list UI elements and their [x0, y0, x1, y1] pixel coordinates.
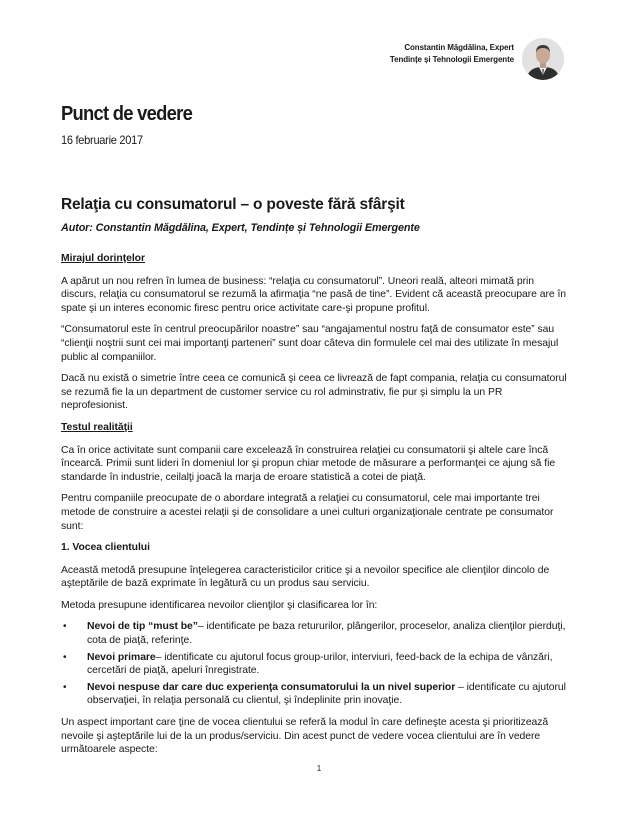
- paragraph: Pentru companiile preocupate de o abordare integrată a relaţiei cu consumatorul, cele mai importante trei metode de construire a acestei relaţii şi de consolidare a unei culturi organizaţionale centrate pe consumator sunt:: [61, 493, 554, 532]
- article-byline: Autor: Constantin Măgdălina, Expert, Tendințe și Tehnologii Emergente: [61, 222, 420, 234]
- author-role: Tendințe și Tehnologii Emergente: [389, 55, 514, 64]
- author-name: Constantin Măgdălina, Expert: [404, 43, 514, 52]
- list-item: [61, 681, 569, 708]
- list-item-term: Nevoi de tip “must be”: [87, 621, 198, 633]
- section-title: Punct de vedere: [61, 103, 193, 125]
- bullet-icon: •: [63, 621, 67, 633]
- page-number: 1: [316, 764, 322, 773]
- bullet-icon: •: [63, 651, 67, 663]
- author-header: [390, 42, 514, 66]
- paragraph: Ca în orice activitate sunt companii care excelează în construirea relaţiei cu consumatorii şi altele care încă încearcă. Primii sunt lideri în domeniul lor şi propun chiar metode de măsurare a performanţei ce ajung să fie standarde în industrie, ceilalţi joacă la marja de eroare statistică a cotei de piaţă.: [61, 444, 556, 483]
- article-body: [61, 252, 569, 765]
- list-item-text: – identificate pe baza retururilor, plângerilor, proceselor, analiza clienţilor pierduţi, cota de piaţă, referinţe.: [87, 621, 566, 647]
- paragraph: Metoda presupune identificarea nevoilor clienţilor şi clasificarea lor în:: [61, 599, 378, 611]
- person-photo-icon: [522, 38, 564, 80]
- paragraph: Un aspect important care ţine de vocea clientului se referă la modul în care defineşte acesta şi prioritizează nevoile şi aşteptările lui de la un produs/serviciu. Din acest punct de vedere vocea clientului are în vedere următoarele aspecte:: [61, 717, 549, 756]
- article-title: Relaţia cu consumatorul – o poveste fără sfârşit: [61, 196, 405, 213]
- subheading-testul: Testul realităţii: [61, 421, 133, 433]
- list-item: [61, 651, 569, 678]
- list-item: [61, 620, 569, 647]
- bullet-icon: •: [63, 681, 67, 693]
- list-item-term: Nevoi nespuse dar care duc experienţa consumatorului la un nivel superior: [87, 681, 456, 693]
- list-item-text: – identificate cu ajutorul observaţiei, în relaţia personală cu clientul, şi îndeplinite prin inovaţie.: [87, 681, 566, 707]
- paragraph: Această metodă presupune înţelegerea caracteristicilor critice şi a nevoilor specifice ale clienţilor dincolo de aşteptările de bază exprimate în legătură cu un produs sau serviciu.: [61, 564, 550, 590]
- paragraph: “Consumatorul este în centrul preocupărilor noastre” sau “angajamentul nostru faţă de consumator este” sau “clienţii noştrii sunt cei mai importanţi parteneri” sunt doar câteva din formulele cel mai des utilizate în mesajul public al companiilor.: [61, 324, 559, 363]
- subheading-vocea-clientului: 1. Vocea clientului: [61, 542, 150, 554]
- list-item-term: Nevoi primare: [87, 651, 156, 663]
- paragraph: Dacă nu există o simetrie între ceea ce comunică şi ceea ce livrează de fapt compania, relaţia cu consumatorul se rezumă fie la un department de customer service cu rol adminstrativ, fie pur şi simplu la un PR neprofesionist.: [61, 373, 567, 412]
- publication-date: 16 februarie 2017: [61, 133, 143, 147]
- paragraph: A apărut un nou refren în lumea de business: “relaţia cu consumatorul”. Uneori reală, alteori mimată prin discurs, relaţia cu consumatorul se rezumă la afirmaţia “ne pasă de tine”. Evident că această preocupare are în spate şi un interes economic firesc pentru orice activitate care-şi propune profitul.: [61, 275, 567, 314]
- subheading-mirajul: Mirajul dorinţelor: [61, 253, 145, 264]
- needs-list: [61, 620, 569, 708]
- list-item-text: – identificate cu ajutorul focus group-urilor, interviuri, feed-back de la echipa de vânzări, cercetări de piaţă, apeluri înregistrate.: [87, 651, 553, 677]
